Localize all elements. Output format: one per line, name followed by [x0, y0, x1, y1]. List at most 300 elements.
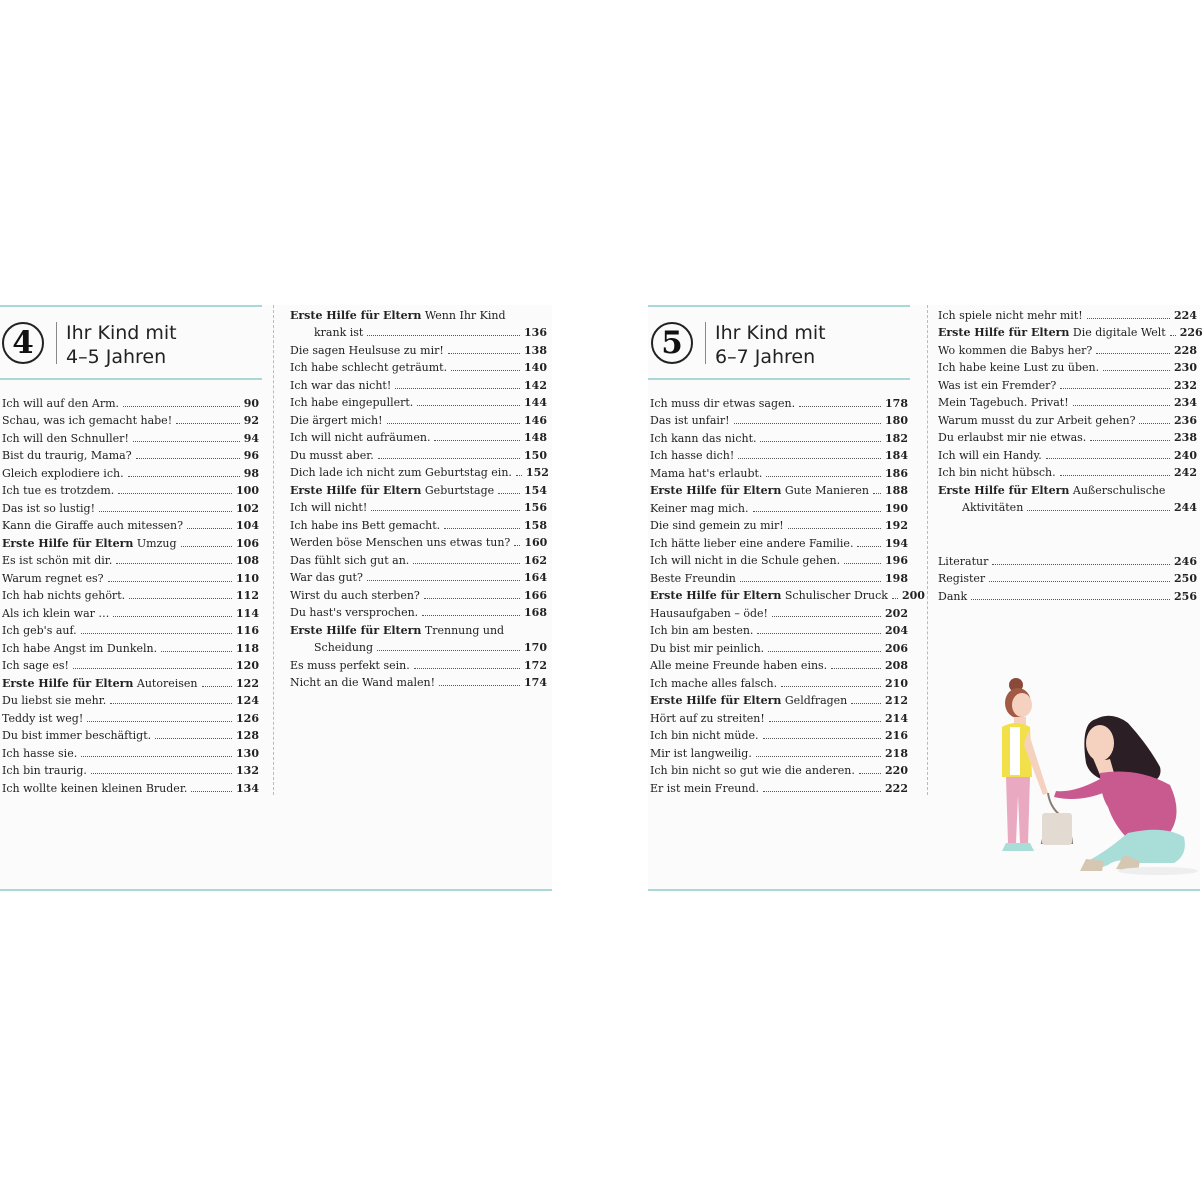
- toc-entry[interactable]: [2, 673, 259, 691]
- toc-entry[interactable]: [938, 480, 1197, 498]
- toc-entry-page-number: 256: [1174, 589, 1197, 603]
- toc-entry[interactable]: [290, 585, 547, 603]
- toc-entry[interactable]: [938, 410, 1197, 428]
- toc-entry[interactable]: [290, 480, 547, 498]
- toc-entry[interactable]: [2, 551, 259, 569]
- toc-entry[interactable]: [2, 411, 259, 429]
- toc-entry-title: [650, 781, 759, 796]
- toc-entry-text: Du bist immer beschäftigt.: [2, 729, 152, 742]
- toc-entry-page-number: 196: [885, 554, 908, 567]
- toc-entry-title: [938, 395, 1069, 410]
- toc-entry-title: [290, 413, 383, 428]
- right-page: [648, 305, 1203, 891]
- toc-entry-page-number: 244: [1174, 501, 1197, 514]
- toc-entry[interactable]: [938, 375, 1197, 393]
- toc-entry-title: [650, 641, 764, 656]
- toc-entry[interactable]: [650, 656, 908, 674]
- toc-entry-text: Hausaufgaben – öde!: [650, 606, 768, 620]
- dot-leader: [857, 546, 881, 547]
- toc-entry[interactable]: [650, 691, 908, 709]
- toc-entry[interactable]: [938, 393, 1197, 411]
- toc-entry-title: [650, 396, 795, 411]
- toc-entry[interactable]: [290, 393, 547, 411]
- toc-entry[interactable]: [290, 673, 547, 691]
- toc-entry-title: [938, 343, 1092, 358]
- toc-entry[interactable]: [2, 498, 259, 516]
- toc-entry[interactable]: [938, 551, 1197, 569]
- toc-entry-title: [2, 746, 77, 761]
- toc-entry[interactable]: [290, 568, 547, 586]
- toc-entry[interactable]: [290, 410, 547, 428]
- dot-leader: [1096, 353, 1170, 354]
- dot-leader: [155, 738, 232, 739]
- toc-entry-page-number: 96: [243, 449, 259, 462]
- toc-entry-text: Ich bin nicht müde.: [650, 729, 759, 742]
- toc-entry-section-label: Erste Hilfe für Eltern: [2, 676, 134, 690]
- toc-entry-text: Das ist so lustig!: [2, 501, 96, 515]
- toc-entry[interactable]: [290, 428, 547, 446]
- toc-entry[interactable]: [650, 778, 908, 796]
- toc-entry-title: [2, 553, 112, 568]
- toc-entry[interactable]: [650, 638, 908, 656]
- dot-leader: [989, 581, 1170, 582]
- toc-entry-text: Ich spiele nicht mehr mit!: [938, 308, 1083, 322]
- toc-entry-text: Die sagen Heulsuse zu mir!: [290, 343, 444, 357]
- toc-entry-page-number: 162: [524, 553, 547, 567]
- chapter-title-line1: Ihr Kind mit: [715, 322, 826, 344]
- toc-column: [650, 393, 925, 796]
- dot-leader: [873, 493, 881, 494]
- toc-entry-text: krank ist: [314, 326, 364, 339]
- toc-entry-page-number: 170: [524, 641, 547, 654]
- toc-entry-page-number: 230: [1174, 361, 1197, 374]
- dot-leader: [1170, 335, 1176, 336]
- toc-entry[interactable]: [2, 446, 259, 464]
- toc-entry-title: [938, 571, 985, 586]
- toc-entry-page-number: 238: [1174, 431, 1197, 444]
- toc-entry-title: [290, 378, 391, 393]
- toc-entry[interactable]: [290, 498, 547, 516]
- chapter-title: [715, 321, 826, 369]
- toc-entry-page-number: 136: [524, 326, 547, 339]
- toc-entry-title: [650, 728, 759, 743]
- toc-entry[interactable]: [938, 340, 1197, 358]
- top-rule: [0, 305, 262, 307]
- toc-entry-title: [290, 658, 410, 673]
- toc-entry[interactable]: [290, 305, 547, 323]
- toc-entry-title: [290, 570, 363, 585]
- toc-entry-page-number: 126: [236, 711, 259, 725]
- toc-entry[interactable]: [650, 673, 908, 691]
- dot-leader: [1103, 370, 1170, 371]
- toc-entry[interactable]: [650, 726, 908, 744]
- toc-entry-text: Ich habe schlecht geträumt.: [290, 361, 448, 374]
- dot-leader: [377, 650, 520, 651]
- toc-entry-page-number: 200: [901, 589, 925, 602]
- toc-entry-page-number: 232: [1174, 378, 1197, 392]
- dot-leader: [753, 511, 882, 512]
- toc-entry-text: Schulischer Druck: [784, 589, 888, 602]
- toc-entry-text: Die ärgert mich!: [290, 413, 383, 427]
- toc-entry-text: Warum musst du zur Arbeit gehen?: [938, 413, 1136, 427]
- toc-entry-title: [938, 589, 967, 604]
- toc-entry-text: Kann die Giraffe auch mitessen?: [2, 519, 183, 532]
- toc-entry[interactable]: [290, 603, 547, 621]
- toc-entry[interactable]: [650, 761, 908, 779]
- toc-entry-title: [290, 588, 420, 603]
- toc-entry[interactable]: [290, 550, 547, 568]
- heading-divider: [56, 322, 57, 364]
- toc-entry[interactable]: [650, 481, 908, 499]
- toc-entry-text: Scheidung: [314, 641, 374, 654]
- toc-entry[interactable]: [650, 586, 925, 604]
- dot-leader: [439, 685, 520, 686]
- dot-leader: [1046, 458, 1170, 459]
- toc-entry[interactable]: [938, 463, 1197, 481]
- heading-underline: [648, 378, 910, 380]
- toc-entry-page-number: 184: [885, 449, 908, 462]
- toc-entry[interactable]: [2, 481, 259, 499]
- column-separator: [273, 305, 274, 795]
- dot-leader: [766, 476, 881, 477]
- toc-entry[interactable]: [2, 761, 259, 779]
- dot-leader: [136, 458, 240, 459]
- toc-entry-page-number: 94: [243, 431, 259, 445]
- toc-entry-page-number: 102: [236, 501, 259, 515]
- toc-entry-text: Die sind gemein zu mir!: [650, 519, 784, 532]
- toc-entry-title: [2, 606, 109, 621]
- toc-entry-page-number: 144: [524, 396, 547, 409]
- toc-entry[interactable]: [938, 323, 1203, 341]
- toc-entry-title: [938, 378, 1056, 393]
- toc-entry-page-number: 220: [885, 764, 908, 777]
- toc-entry-title: [650, 571, 736, 586]
- dot-leader: [128, 476, 240, 477]
- toc-entry-title: [2, 431, 129, 446]
- toc-entry-page-number: 166: [524, 588, 547, 602]
- toc-entry-section-label: Erste Hilfe für Eltern: [290, 623, 422, 637]
- toc-entry-title: [2, 448, 132, 463]
- toc-entry[interactable]: [290, 358, 547, 376]
- toc-entry[interactable]: [290, 533, 547, 551]
- toc-entry-page-number: 174: [524, 676, 547, 689]
- toc-entry[interactable]: [2, 726, 259, 744]
- toc-entry-title: [290, 325, 363, 340]
- toc-entry-page-number: 246: [1174, 554, 1197, 568]
- toc-entry[interactable]: [650, 498, 908, 516]
- toc-entry[interactable]: [938, 428, 1197, 446]
- toc-entry-text: Du musst aber.: [290, 448, 374, 462]
- toc-entry-text: Ich bin traurig.: [2, 764, 87, 777]
- dot-leader: [859, 773, 881, 774]
- toc-entry-text: Wirst du auch sterben?: [290, 588, 420, 602]
- toc-entry-title: [650, 501, 749, 516]
- toc-entry[interactable]: [2, 533, 259, 551]
- toc-entry[interactable]: [2, 621, 259, 639]
- toc-entry-title: [650, 623, 753, 638]
- dot-leader: [1060, 475, 1170, 476]
- toc-entry[interactable]: [650, 463, 908, 481]
- toc-entry-page-number: 210: [885, 676, 908, 690]
- toc-entry[interactable]: [290, 323, 547, 341]
- toc-entry[interactable]: [650, 533, 908, 551]
- toc-entry-page-number: 148: [524, 431, 547, 444]
- toc-column: [938, 305, 1203, 515]
- toc-entry-page-number: 118: [236, 641, 259, 655]
- toc-entry[interactable]: [2, 428, 259, 446]
- dot-leader: [108, 581, 232, 582]
- heading-underline: [0, 378, 262, 380]
- toc-entry[interactable]: [650, 743, 908, 761]
- dot-leader: [1090, 440, 1170, 441]
- dot-leader: [187, 528, 232, 529]
- toc-entry-text: Warum regnet es?: [2, 571, 104, 585]
- toc-entry-text: Ich will nicht!: [290, 501, 368, 514]
- toc-entry-text: Teddy ist weg!: [2, 711, 84, 725]
- toc-entry-page-number: 104: [236, 519, 259, 532]
- toc-entry[interactable]: [2, 708, 259, 726]
- toc-entry-text: Alle meine Freunde haben eins.: [650, 659, 828, 672]
- toc-entry-page-number: 234: [1174, 396, 1197, 409]
- toc-entry-section-label: Erste Hilfe für Eltern: [938, 483, 1070, 497]
- dot-leader: [516, 475, 522, 476]
- toc-entry-title: [650, 448, 734, 463]
- toc-entry-title: [938, 413, 1135, 428]
- toc-entry-page-number: 124: [236, 694, 259, 707]
- toc-entry[interactable]: [650, 446, 908, 464]
- toc-entry[interactable]: [2, 778, 259, 796]
- toc-entry[interactable]: [2, 691, 259, 709]
- toc-entry[interactable]: [650, 428, 908, 446]
- toc-appendix: [938, 551, 1197, 604]
- dot-leader: [448, 353, 520, 354]
- dot-leader: [202, 686, 233, 687]
- toc-entry-text: Aktivitäten: [962, 501, 1024, 514]
- toc-entry[interactable]: [938, 445, 1197, 463]
- dot-leader: [760, 441, 881, 442]
- toc-entry-text: Das fühlt sich gut an.: [290, 553, 410, 567]
- dot-leader: [367, 580, 520, 581]
- toc-entry-title: [290, 343, 444, 358]
- dot-leader: [1087, 318, 1170, 319]
- toc-entry-title: [650, 676, 777, 691]
- toc-entry-page-number: 90: [243, 396, 259, 410]
- toc-entry-page-number: 190: [885, 501, 908, 515]
- toc-entry-text: Beste Freundin: [650, 571, 736, 585]
- toc-entry-page-number: 204: [885, 624, 908, 637]
- toc-entry-page-number: 178: [885, 396, 908, 410]
- bottom-rule: [648, 889, 1200, 891]
- toc-entry[interactable]: [938, 569, 1197, 587]
- toc-entry[interactable]: [2, 603, 259, 621]
- dot-leader: [424, 598, 520, 599]
- dot-leader: [799, 406, 881, 407]
- toc-entry[interactable]: [290, 375, 547, 393]
- toc-entry-text: Geldfragen: [784, 694, 848, 707]
- toc-entry[interactable]: [290, 445, 547, 463]
- dot-leader: [756, 756, 881, 757]
- toc-entry[interactable]: [938, 586, 1197, 604]
- toc-entry-text: Ich habe keine Lust zu üben.: [938, 361, 1100, 374]
- toc-entry-page-number: 168: [524, 606, 547, 619]
- toc-entry[interactable]: [2, 586, 259, 604]
- toc-entry-title: [2, 413, 172, 428]
- toc-entry-page-number: 236: [1174, 413, 1197, 427]
- dot-leader: [434, 440, 520, 441]
- toc-entry-title: [938, 308, 1083, 323]
- toc-entry[interactable]: [650, 393, 908, 411]
- toc-entry-title: [290, 308, 506, 323]
- toc-entry-page-number: 140: [524, 361, 547, 374]
- toc-entry[interactable]: [650, 516, 908, 534]
- toc-entry-text: Werden böse Menschen uns etwas tun?: [290, 536, 511, 549]
- toc-entry-text: Ich wollte keinen kleinen Bruder.: [2, 781, 188, 795]
- toc-entry-text: Außerschulische: [1072, 483, 1166, 497]
- toc-entry-page-number: 158: [524, 518, 547, 532]
- toc-entry-text: Bist du traurig, Mama?: [2, 449, 132, 462]
- toc-entry-text: Ich will nicht in die Schule gehen.: [650, 554, 841, 567]
- dot-leader: [133, 441, 240, 442]
- toc-entry-title: [2, 483, 114, 498]
- toc-entry-text: Du liebst sie mehr.: [2, 694, 107, 707]
- dot-leader: [788, 528, 881, 529]
- toc-entry[interactable]: [290, 463, 547, 481]
- toc-entry[interactable]: [650, 603, 908, 621]
- toc-entry-page-number: 106: [236, 536, 259, 550]
- toc-entry-page-number: 208: [885, 659, 908, 672]
- toc-entry[interactable]: [650, 551, 908, 569]
- dot-leader: [769, 721, 881, 722]
- toc-entry-title: [2, 396, 119, 411]
- toc-entry-page-number: 138: [524, 343, 547, 357]
- toc-entry[interactable]: [290, 655, 547, 673]
- toc-entry-text: Ich sage es!: [2, 659, 69, 672]
- toc-entry-section-label: Erste Hilfe für Eltern: [650, 589, 782, 602]
- toc-entry-title: [2, 711, 83, 726]
- toc-entry-text: Autoreisen: [136, 676, 198, 690]
- toc-entry[interactable]: [290, 515, 547, 533]
- toc-entry-text: Wenn Ihr Kind: [424, 308, 506, 322]
- dot-leader: [176, 423, 240, 424]
- toc-entry-text: Du hast's versprochen.: [290, 606, 419, 619]
- dot-leader: [514, 545, 520, 546]
- toc-entry-page-number: 224: [1174, 308, 1197, 322]
- toc-entry-title: [650, 413, 730, 428]
- toc-entry[interactable]: [290, 638, 547, 656]
- toc-entry-page-number: 192: [885, 519, 908, 532]
- toc-entry[interactable]: [650, 621, 908, 639]
- toc-entry[interactable]: [650, 568, 908, 586]
- toc-entry-title: [2, 641, 157, 656]
- toc-entry-page-number: 150: [524, 448, 547, 462]
- toc-entry-page-number: 100: [236, 484, 259, 497]
- toc-entry[interactable]: [2, 743, 259, 761]
- chapter-title: [66, 321, 177, 369]
- dot-leader: [498, 493, 520, 494]
- dot-leader: [116, 563, 232, 564]
- toc-entry[interactable]: [938, 305, 1197, 323]
- toc-entry-title: [290, 675, 435, 690]
- toc-entry-text: Register: [938, 572, 986, 585]
- toc-entry-text: Ich war das nicht!: [290, 378, 392, 392]
- toc-entry-text: Das ist unfair!: [650, 414, 730, 427]
- toc-entry-section-label: Erste Hilfe für Eltern: [938, 326, 1070, 339]
- toc-entry-page-number: 152: [525, 466, 549, 479]
- toc-entry-text: Ich hätte lieber eine andere Familie.: [650, 536, 854, 550]
- toc-entry-title: [2, 676, 198, 691]
- toc-entry-text: Mama hat's erlaubt.: [650, 466, 763, 480]
- toc-entry-title: [2, 571, 104, 586]
- dot-leader: [768, 651, 881, 652]
- toc-entry-title: [650, 466, 762, 481]
- toc-entry-text: Es ist schön mit dir.: [2, 554, 113, 567]
- toc-entry-page-number: 134: [236, 781, 259, 795]
- toc-entry-text: Mein Tagebuch. Privat!: [938, 396, 1069, 409]
- toc-entry[interactable]: [2, 568, 259, 586]
- dot-leader: [992, 564, 1170, 565]
- toc-entry-section-label: Erste Hilfe für Eltern: [290, 308, 422, 322]
- toc-entry-title: [2, 588, 125, 603]
- toc-entry-text: Ich bin nicht hübsch.: [938, 466, 1056, 479]
- toc-entry[interactable]: [2, 656, 259, 674]
- toc-entry-page-number: 110: [236, 571, 259, 585]
- toc-entry-title: [290, 640, 373, 655]
- toc-entry-page-number: 182: [885, 431, 908, 445]
- toc-entry[interactable]: [2, 393, 259, 411]
- toc-entry[interactable]: [938, 498, 1197, 516]
- toc-entry-title: [938, 448, 1042, 463]
- toc-entry-title: [938, 554, 988, 569]
- dot-leader: [971, 599, 1170, 600]
- dot-leader: [367, 335, 520, 336]
- toc-entry-text: Ich habe Angst im Dunkeln.: [2, 641, 158, 655]
- toc-entry[interactable]: [650, 708, 908, 726]
- dot-leader: [740, 581, 881, 582]
- toc-entry-page-number: 132: [236, 764, 259, 777]
- toc-entry-text: Mir ist langweilig.: [650, 746, 752, 760]
- dot-leader: [118, 493, 232, 494]
- toc-entry[interactable]: [2, 516, 259, 534]
- dot-leader: [1073, 405, 1170, 406]
- toc-entry-title: [938, 360, 1099, 375]
- toc-entry-title: [2, 536, 177, 551]
- toc-entry-text: Ich tue es trotzdem.: [2, 484, 115, 497]
- toc-entry[interactable]: [938, 358, 1197, 376]
- toc-entry-text: Es muss perfekt sein.: [290, 658, 410, 672]
- toc-entry-page-number: 212: [885, 694, 908, 707]
- toc-entry-text: Wo kommen die Babys her?: [938, 343, 1093, 357]
- toc-entry[interactable]: [290, 620, 547, 638]
- toc-entry-title: [290, 448, 374, 463]
- dot-leader: [191, 791, 232, 792]
- toc-entry-text: Ich habe eingepullert.: [290, 396, 414, 409]
- toc-entry-page-number: 218: [885, 746, 908, 760]
- toc-entry[interactable]: [650, 411, 908, 429]
- toc-entry-text: Ich hab nichts gehört.: [2, 589, 126, 602]
- dot-leader: [451, 370, 520, 371]
- toc-entry-text: Ich will nicht aufräumen.: [290, 431, 431, 444]
- toc-entry-text: Ich bin am besten.: [650, 624, 754, 637]
- toc-entry[interactable]: [2, 638, 259, 656]
- toc-entry-section-label: Erste Hilfe für Eltern: [290, 483, 422, 497]
- toc-entry[interactable]: [290, 340, 547, 358]
- toc-entry-title: [650, 746, 752, 761]
- toc-entry-page-number: 112: [236, 589, 259, 602]
- toc-entry-text: Dich lade ich nicht zum Geburtstag ein.: [290, 466, 512, 479]
- toc-entry[interactable]: [2, 463, 259, 481]
- toc-entry-page-number: 128: [236, 729, 259, 742]
- toc-entry-title: [650, 606, 768, 621]
